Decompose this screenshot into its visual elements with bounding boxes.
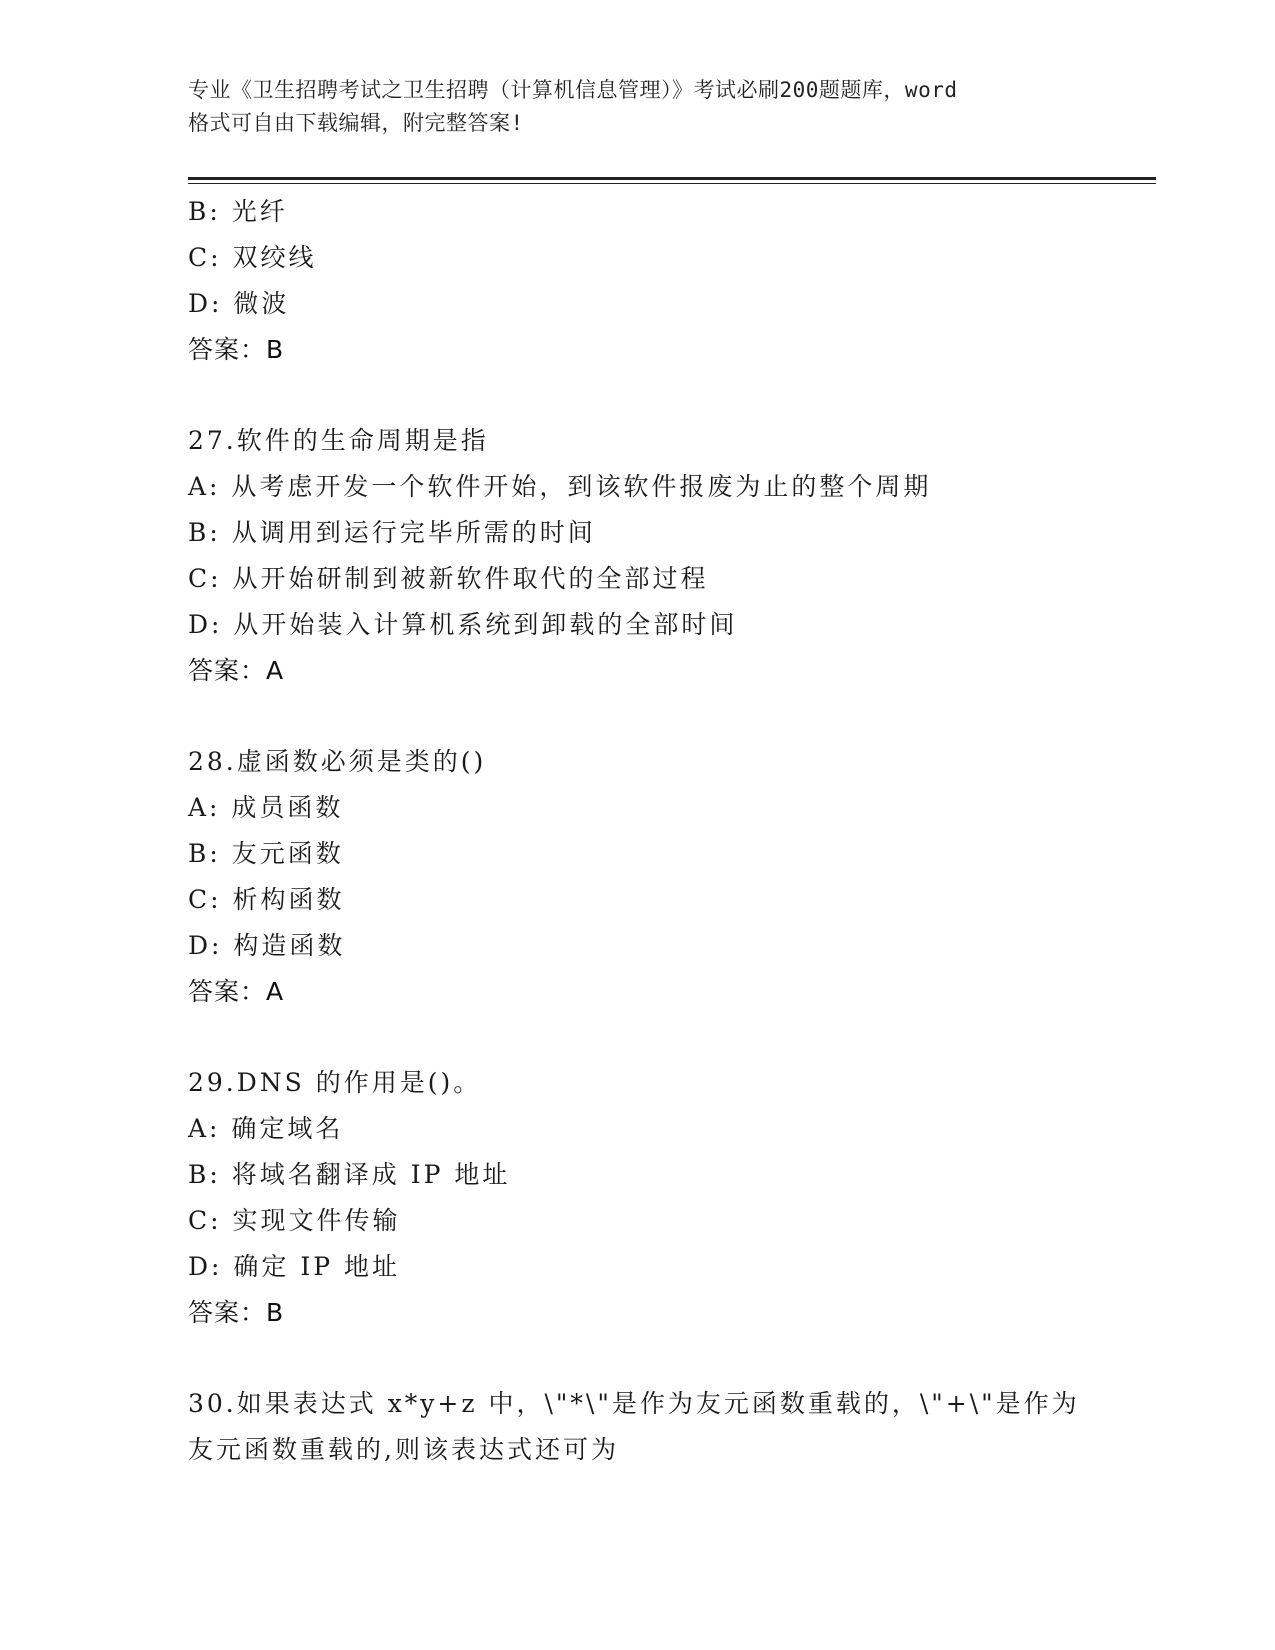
- option-b: B: 友元函数: [188, 839, 344, 868]
- question-text: 29.DNS 的作用是()。: [188, 1068, 482, 1097]
- option-a: A: 成员函数: [188, 793, 344, 822]
- spacer: [188, 1336, 1088, 1381]
- question-list: [188, 189, 1088, 1473]
- answer-line: 答案：A: [188, 656, 285, 685]
- question-30: [188, 1381, 1088, 1473]
- question-26-partial: [188, 189, 1088, 373]
- option-d: D: 从开始装入计算机系统到卸载的全部时间: [188, 610, 738, 639]
- option-d: D: 确定 IP 地址: [188, 1252, 401, 1281]
- question-27: [188, 418, 1088, 694]
- spacer: [188, 1015, 1088, 1060]
- answer-line: 答案：B: [188, 335, 285, 364]
- question-28: [188, 739, 1088, 1015]
- option-b: B: 从调用到运行完毕所需的时间: [188, 518, 596, 547]
- question-text: 27.软件的生命周期是指: [188, 426, 489, 455]
- option-b: B: 光纤: [188, 197, 288, 226]
- option-c: C: 析构函数: [188, 885, 345, 914]
- option-c: C: 双绞线: [188, 243, 317, 272]
- question-text: 28.虚函数必须是类的(): [188, 747, 487, 776]
- option-c: C: 从开始研制到被新软件取代的全部过程: [188, 564, 709, 593]
- option-a: A: 从考虑开发一个软件开始，到该软件报废为止的整个周期: [188, 472, 932, 501]
- answer-line: 答案：A: [188, 977, 285, 1006]
- question-29: [188, 1060, 1088, 1336]
- option-b: B: 将域名翻译成 IP 地址: [188, 1160, 511, 1189]
- question-text-line-2: 友元函数重载的,则该表达式还可为: [188, 1435, 619, 1464]
- option-c: C: 实现文件传输: [188, 1206, 401, 1235]
- option-d: D: 微波: [188, 289, 290, 318]
- spacer: [188, 694, 1088, 739]
- question-text-line-1: 30.如果表达式 x*y+z 中，\"*\"是作为友元函数重载的，\"+\"是作为: [188, 1389, 1080, 1418]
- header-line-2: 格式可自由下载编辑，附完整答案!: [188, 111, 524, 135]
- header-divider-thin: [188, 183, 1156, 184]
- option-d: D: 构造函数: [188, 931, 346, 960]
- spacer: [188, 373, 1088, 418]
- header-line-1: 专业《卫生招聘考试之卫生招聘（计算机信息管理）》考试必刷200题题库，word: [188, 78, 958, 102]
- option-a: A: 确定域名: [188, 1114, 344, 1143]
- answer-line: 答案：B: [188, 1298, 285, 1327]
- document-header: [188, 74, 1088, 140]
- header-divider-thick: [188, 177, 1156, 180]
